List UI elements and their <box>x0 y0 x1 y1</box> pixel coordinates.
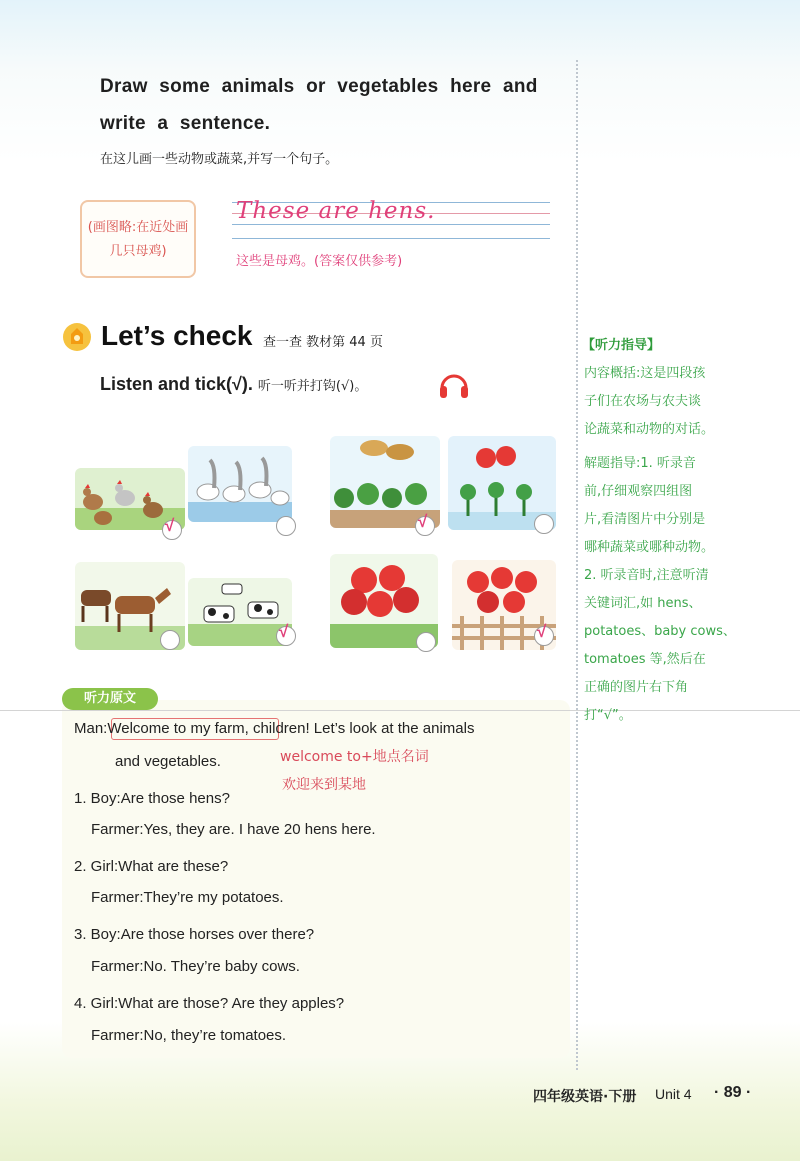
script-line-3: 2. Girl:What are these? <box>74 858 229 875</box>
lets-check-subtitle: 查一查 教材第 44 页 <box>263 335 383 350</box>
guide-line-4: 解题指导:1. 听录音 <box>584 456 696 471</box>
tick-box-apples[interactable] <box>416 632 436 652</box>
answer-sentence: These are hens. <box>236 198 436 224</box>
guide-line-12: 正确的图片右下角 <box>584 680 689 695</box>
listening-guide-title: 【听力指导】 <box>582 338 661 353</box>
guide-line-8: 2. 听录音时,注意听清 <box>584 568 709 583</box>
listening-script-tag: 听力原文 <box>62 688 158 710</box>
tick-box-potatoes[interactable] <box>415 512 435 536</box>
guide-line-11: tomatoes 等,然后在 <box>584 652 706 667</box>
tick-mark: √ <box>418 512 428 531</box>
script-line-8: Farmer:No, they’re tomatoes. <box>91 1027 287 1044</box>
guide-line-13: 打“√”。 <box>584 708 632 723</box>
guide-line-7: 哪种蔬菜或哪种动物。 <box>584 540 715 555</box>
script-line-7: 4. Girl:What are those? Are they apples? <box>74 995 345 1012</box>
listen-instruction <box>100 374 367 395</box>
guide-line-6: 片,看清图片中分别是 <box>584 512 706 527</box>
lets-check-title: Let’s check <box>101 320 253 351</box>
script-line-5: 3. Boy:Are those horses over there? <box>74 926 315 943</box>
tick-box-hens[interactable] <box>162 516 182 540</box>
tick-box-tomato-plants[interactable] <box>534 514 554 534</box>
annotation-meaning: 欢迎来到某地 <box>282 777 366 793</box>
listen-instruction-en: Listen and tick(√). <box>100 374 253 394</box>
instruction-line-2: write a sentence. <box>100 113 271 134</box>
drawing-placeholder-box <box>80 200 196 278</box>
script-intro-line-2: and vegetables. <box>115 753 221 770</box>
tick-mark: √ <box>165 516 175 535</box>
script-line-4: Farmer:They’re my potatoes. <box>91 889 284 906</box>
guide-line-9: 关键词汇,如 hens、 <box>584 596 702 611</box>
tick-box-tomatoes[interactable] <box>534 622 554 646</box>
intro-rest: , children! Let’s look at the animals <box>244 720 475 737</box>
tick-box-baby-cows[interactable] <box>276 622 296 646</box>
listen-instruction-cn: 听一听并打钩(√)。 <box>257 379 368 394</box>
guide-line-5: 前,仔细观察四组图 <box>584 484 693 499</box>
instruction-line-1: Draw some animals or vegetables here and <box>100 76 538 97</box>
picture-geese <box>188 446 292 522</box>
guide-line-3: 论蔬菜和动物的对话。 <box>584 422 715 437</box>
tick-mark: √ <box>537 622 547 641</box>
tick-box-horses[interactable] <box>160 630 180 650</box>
headphones-icon <box>438 370 470 400</box>
drawing-note: (画图略:在近处画几只母鸡) <box>87 220 189 259</box>
column-divider <box>576 60 578 1070</box>
page-number: · 89 · <box>714 1084 752 1101</box>
answer-translation: 这些是母鸡。(答案仅供参考) <box>236 254 403 269</box>
footer-unit: Unit 4 <box>655 1086 692 1102</box>
guide-line-2: 子们在农场与农夫谈 <box>584 394 702 409</box>
tick-box-geese[interactable] <box>276 516 296 536</box>
annotation-grammar: welcome to+地点名词 <box>280 749 429 765</box>
script-intro-line-1 <box>74 720 474 737</box>
script-line-1: 1. Boy:Are those hens? <box>74 790 230 807</box>
guide-line-1: 内容概括:这是四段孩 <box>584 366 706 381</box>
tick-mark: √ <box>279 622 289 641</box>
highlighted-phrase: Welcome to my farm <box>107 720 245 737</box>
script-line-6: Farmer:No. They’re baby cows. <box>91 958 300 975</box>
footer-book-title: 四年级英语·下册 <box>533 1089 637 1105</box>
speaker-man: Man: <box>74 720 108 737</box>
instruction-chinese: 在这儿画一些动物或蔬菜,并写一个句子。 <box>100 152 339 167</box>
script-line-2: Farmer:Yes, they are. I have 20 hens here. <box>91 821 376 838</box>
guide-line-10: potatoes、baby cows、 <box>584 624 736 639</box>
sun-badge-icon <box>62 322 92 352</box>
